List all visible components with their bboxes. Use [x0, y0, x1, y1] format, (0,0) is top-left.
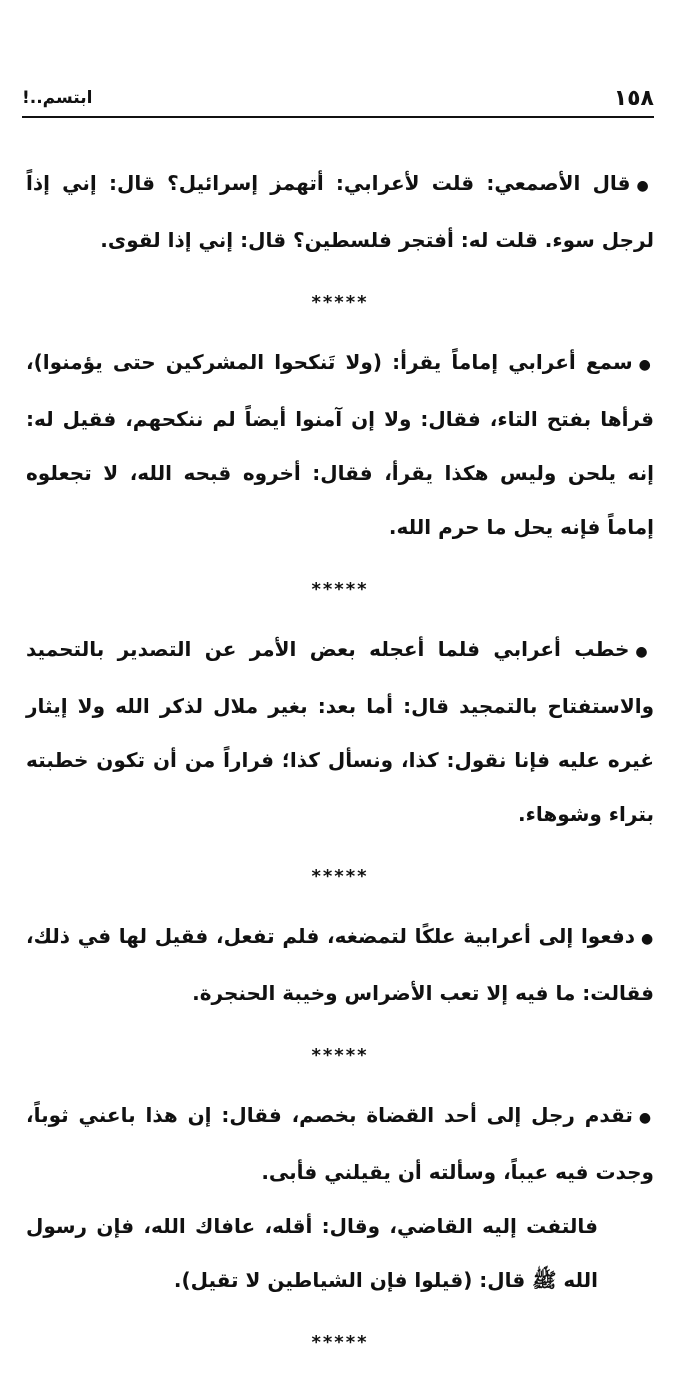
- anecdote-5-continuation: فالتفت إليه القاضي، وقال: أقله، عافاك الله، فإن رسول الله ﷺ قال: (قيلوا فإن الشياطين لا تقيل).: [26, 1214, 598, 1292]
- anecdote-text: دفعوا إلى أعرابية علكًا لتمضغه، فلم تفعل، فقيل لها في ذلك، فقالت: ما فيه إلا تعب الأضراس وخيبة الحنجرة.: [26, 924, 654, 1005]
- page-number: ١٥٨: [613, 86, 654, 111]
- bullet-icon: ●: [638, 357, 655, 373]
- anecdote-text: تقدم رجل إلى أحد القضاة بخصم، فقال: إن هذا باعني ثوباً، وجدت فيه عيباً، وسألته أن يقيلني فأبى.: [26, 1103, 654, 1184]
- bullet-icon: ●: [636, 178, 655, 194]
- page-body: [26, 156, 654, 1375]
- anecdote-4: [26, 909, 654, 1020]
- separator: *****: [311, 292, 369, 313]
- anecdote-2: [26, 335, 654, 554]
- anecdote-5: [26, 1088, 654, 1199]
- anecdote-1: [26, 156, 654, 267]
- bullet-icon: ●: [638, 1110, 654, 1126]
- separator: *****: [311, 579, 369, 600]
- separator: *****: [311, 1045, 369, 1066]
- anecdote-3: [26, 622, 654, 841]
- anecdote-text: خطب أعرابي فلما أعجله بعض الأمر عن التصدير بالتحميد والاستفتاح بالتمجيد قال: أما بعد: بغير ملال لذكر الله ولا إيثار غيره عليه فإنا نقول: كذا، ونسأل كذا؛ فراراً من أن تكون خطبته بتراء وشوهاء.: [26, 637, 654, 826]
- separator: *****: [311, 866, 369, 887]
- anecdote-text: قال الأصمعي: قلت لأعرابي: أتهمز إسرائيل؟ قال: إني إذاً لرجل سوء. قلت له: أفتجر فلسطين؟ قال: إني إذا لقوى.: [26, 171, 654, 252]
- running-title: ابتسم..!: [22, 88, 93, 108]
- page-header: [22, 84, 654, 118]
- bullet-icon: ●: [635, 644, 654, 660]
- anecdote-text: سمع أعرابي إماماً يقرأ: (ولا تَنكحوا المشركين حتى يؤمنوا)، قرأها بفتح التاء، فقال: ولا إن آمنوا أيضاً لم ننكحهم، فقيل له: إنه يلحن وليس هكذا يقرأ، فقال: أخروه قبحه الله، لا تجعلوه إماماً فإنه يحل ما حرم الله.: [26, 350, 654, 539]
- separator: *****: [311, 1332, 369, 1353]
- bullet-icon: ●: [641, 931, 654, 947]
